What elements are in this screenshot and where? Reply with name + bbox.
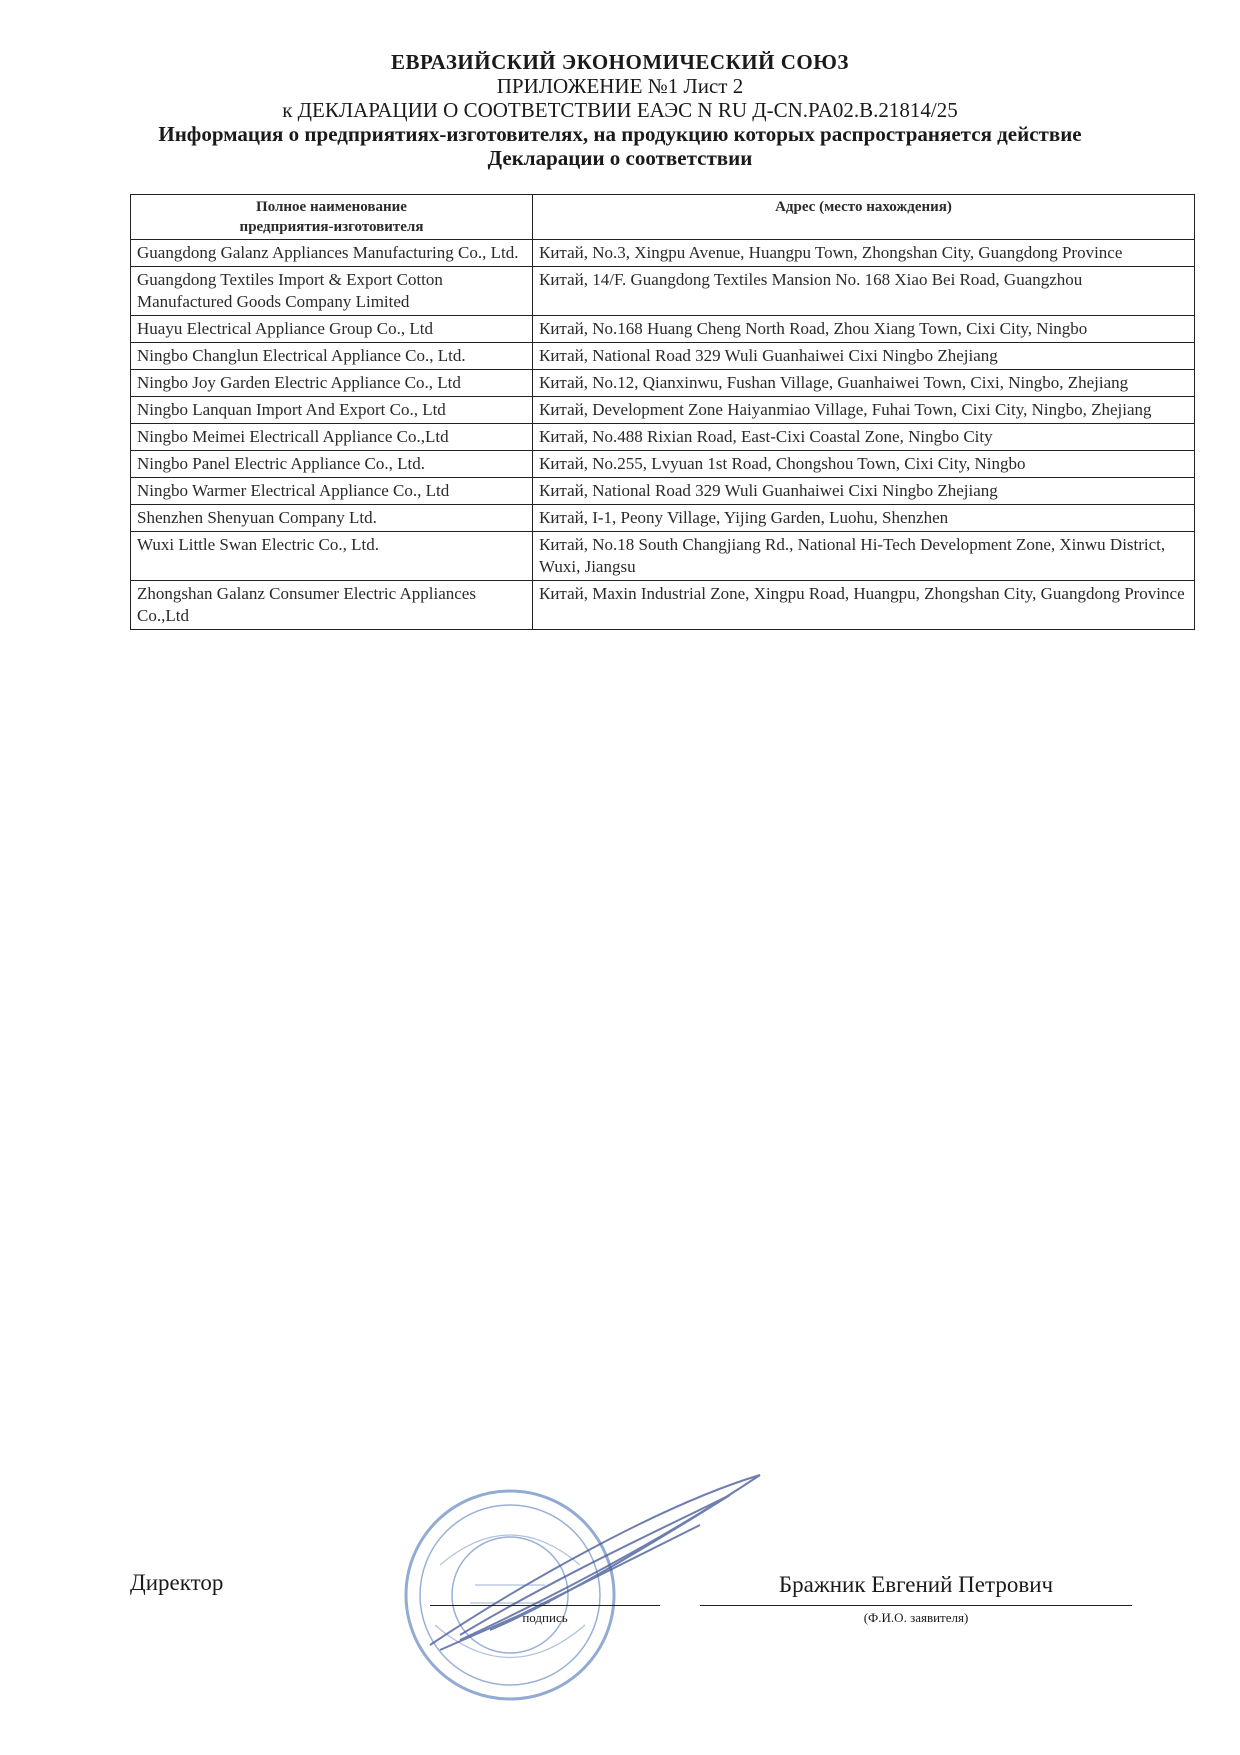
table-row — [131, 397, 1195, 424]
manufacturer-address: Китай, National Road 329 Wuli Guanhaiwei Cixi Ningbo Zhejiang — [533, 478, 1195, 505]
info-line-2: Декларации о соответствии — [487, 146, 753, 170]
table-row — [131, 478, 1195, 505]
info-line-1: Информация о предприятиях-изготовителях, на продукцию которых распространяется действие — [158, 122, 1082, 146]
signatory-name: Бражник Евгений Петрович — [778, 1572, 1054, 1597]
table-row — [131, 267, 1195, 316]
table-row — [131, 581, 1195, 630]
table-row — [131, 451, 1195, 478]
column-header-name-line2: предприятия-изготовителя — [239, 219, 424, 235]
manufacturer-address: Китай, No.3, Xingpu Avenue, Huangpu Town, Zhongshan City, Guangdong Province — [533, 240, 1195, 267]
manufacturer-address: Китай, No.168 Huang Cheng North Road, Zhou Xiang Town, Cixi City, Ningbo — [533, 316, 1195, 343]
union-title: ЕВРАЗИЙСКИЙ ЭКОНОМИЧЕСКИЙ СОЮЗ — [391, 50, 849, 74]
column-header-name — [131, 195, 533, 240]
manufacturer-address: Китай, No.12, Qianxinwu, Fushan Village, Guanhaiwei Town, Cixi, Ningbo, Zhejiang — [533, 370, 1195, 397]
manufacturer-address: Китай, 14/F. Guangdong Textiles Mansion No. 168 Xiao Bei Road, Guangzhou — [533, 267, 1195, 316]
manufacturer-name: Ningbo Meimei Electricall Appliance Co.,Ltd — [131, 424, 533, 451]
name-line — [700, 1605, 1132, 1606]
signature-line — [430, 1605, 660, 1606]
manufacturer-address: Китай, Development Zone Haiyanmiao Village, Fuhai Town, Cixi City, Ningbo, Zhejiang — [533, 397, 1195, 424]
manufacturer-name: Wuxi Little Swan Electric Co., Ltd. — [131, 532, 533, 581]
table-row — [131, 505, 1195, 532]
manufacturer-name: Shenzhen Shenyuan Company Ltd. — [131, 505, 533, 532]
appendix-title: ПРИЛОЖЕНИЕ №1 Лист 2 — [496, 74, 744, 98]
manufacturer-name: Ningbo Lanquan Import And Export Co., Ltd — [131, 397, 533, 424]
column-header-name-line1: Полное наименование — [256, 199, 407, 215]
table-row — [131, 316, 1195, 343]
declaration-number: к ДЕКЛАРАЦИИ О СООТВЕТСТВИИ ЕАЭС N RU Д-CN.PA02.B.21814/25 — [282, 98, 958, 122]
manufacturer-name: Zhongshan Galanz Consumer Electric Appliances Co.,Ltd — [131, 581, 533, 630]
table-header-row — [131, 195, 1195, 240]
manufacturer-name: Huayu Electrical Appliance Group Co., Ltd — [131, 316, 533, 343]
table-row — [131, 370, 1195, 397]
signatory-role: Директор — [130, 1570, 224, 1595]
manufacturer-name: Ningbo Joy Garden Electric Appliance Co., Ltd — [131, 370, 533, 397]
manufacturer-address: Китай, No.18 South Changjiang Rd., National Hi-Tech Development Zone, Xinwu District, Wuxi, Jiangsu — [533, 532, 1195, 581]
manufacturer-name: Ningbo Panel Electric Appliance Co., Ltd. — [131, 451, 533, 478]
manufacturer-address: Китай, No.255, Lvyuan 1st Road, Chongshou Town, Cixi City, Ningbo — [533, 451, 1195, 478]
signature-caption: подпись — [522, 1610, 568, 1625]
signature-block — [0, 1460, 1240, 1625]
table-row — [131, 343, 1195, 370]
manufacturer-address: Китай, National Road 329 Wuli Guanhaiwei Cixi Ningbo Zhejiang — [533, 343, 1195, 370]
manufacturer-address: Китай, No.488 Rixian Road, East-Cixi Coastal Zone, Ningbo City — [533, 424, 1195, 451]
manufacturer-name: Ningbo Changlun Electrical Appliance Co., Ltd. — [131, 343, 533, 370]
manufacturer-address: Китай, I-1, Peony Village, Yijing Garden, Luohu, Shenzhen — [533, 505, 1195, 532]
column-header-address: Адрес (место нахождения) — [533, 195, 1195, 240]
table-row — [131, 424, 1195, 451]
manufacturers-table — [130, 194, 1195, 630]
manufacturer-address: Китай, Maxin Industrial Zone, Xingpu Road, Huangpu, Zhongshan City, Guangdong Province — [533, 581, 1195, 630]
name-caption: (Ф.И.О. заявителя) — [863, 1610, 969, 1625]
table-row — [131, 240, 1195, 267]
document-header — [0, 50, 1240, 170]
manufacturer-name: Guangdong Textiles Import & Export Cotton Manufactured Goods Company Limited — [131, 267, 533, 316]
manufacturer-name: Ningbo Warmer Electrical Appliance Co., Ltd — [131, 478, 533, 505]
manufacturer-name: Guangdong Galanz Appliances Manufacturing Co., Ltd. — [131, 240, 533, 267]
table-row — [131, 532, 1195, 581]
